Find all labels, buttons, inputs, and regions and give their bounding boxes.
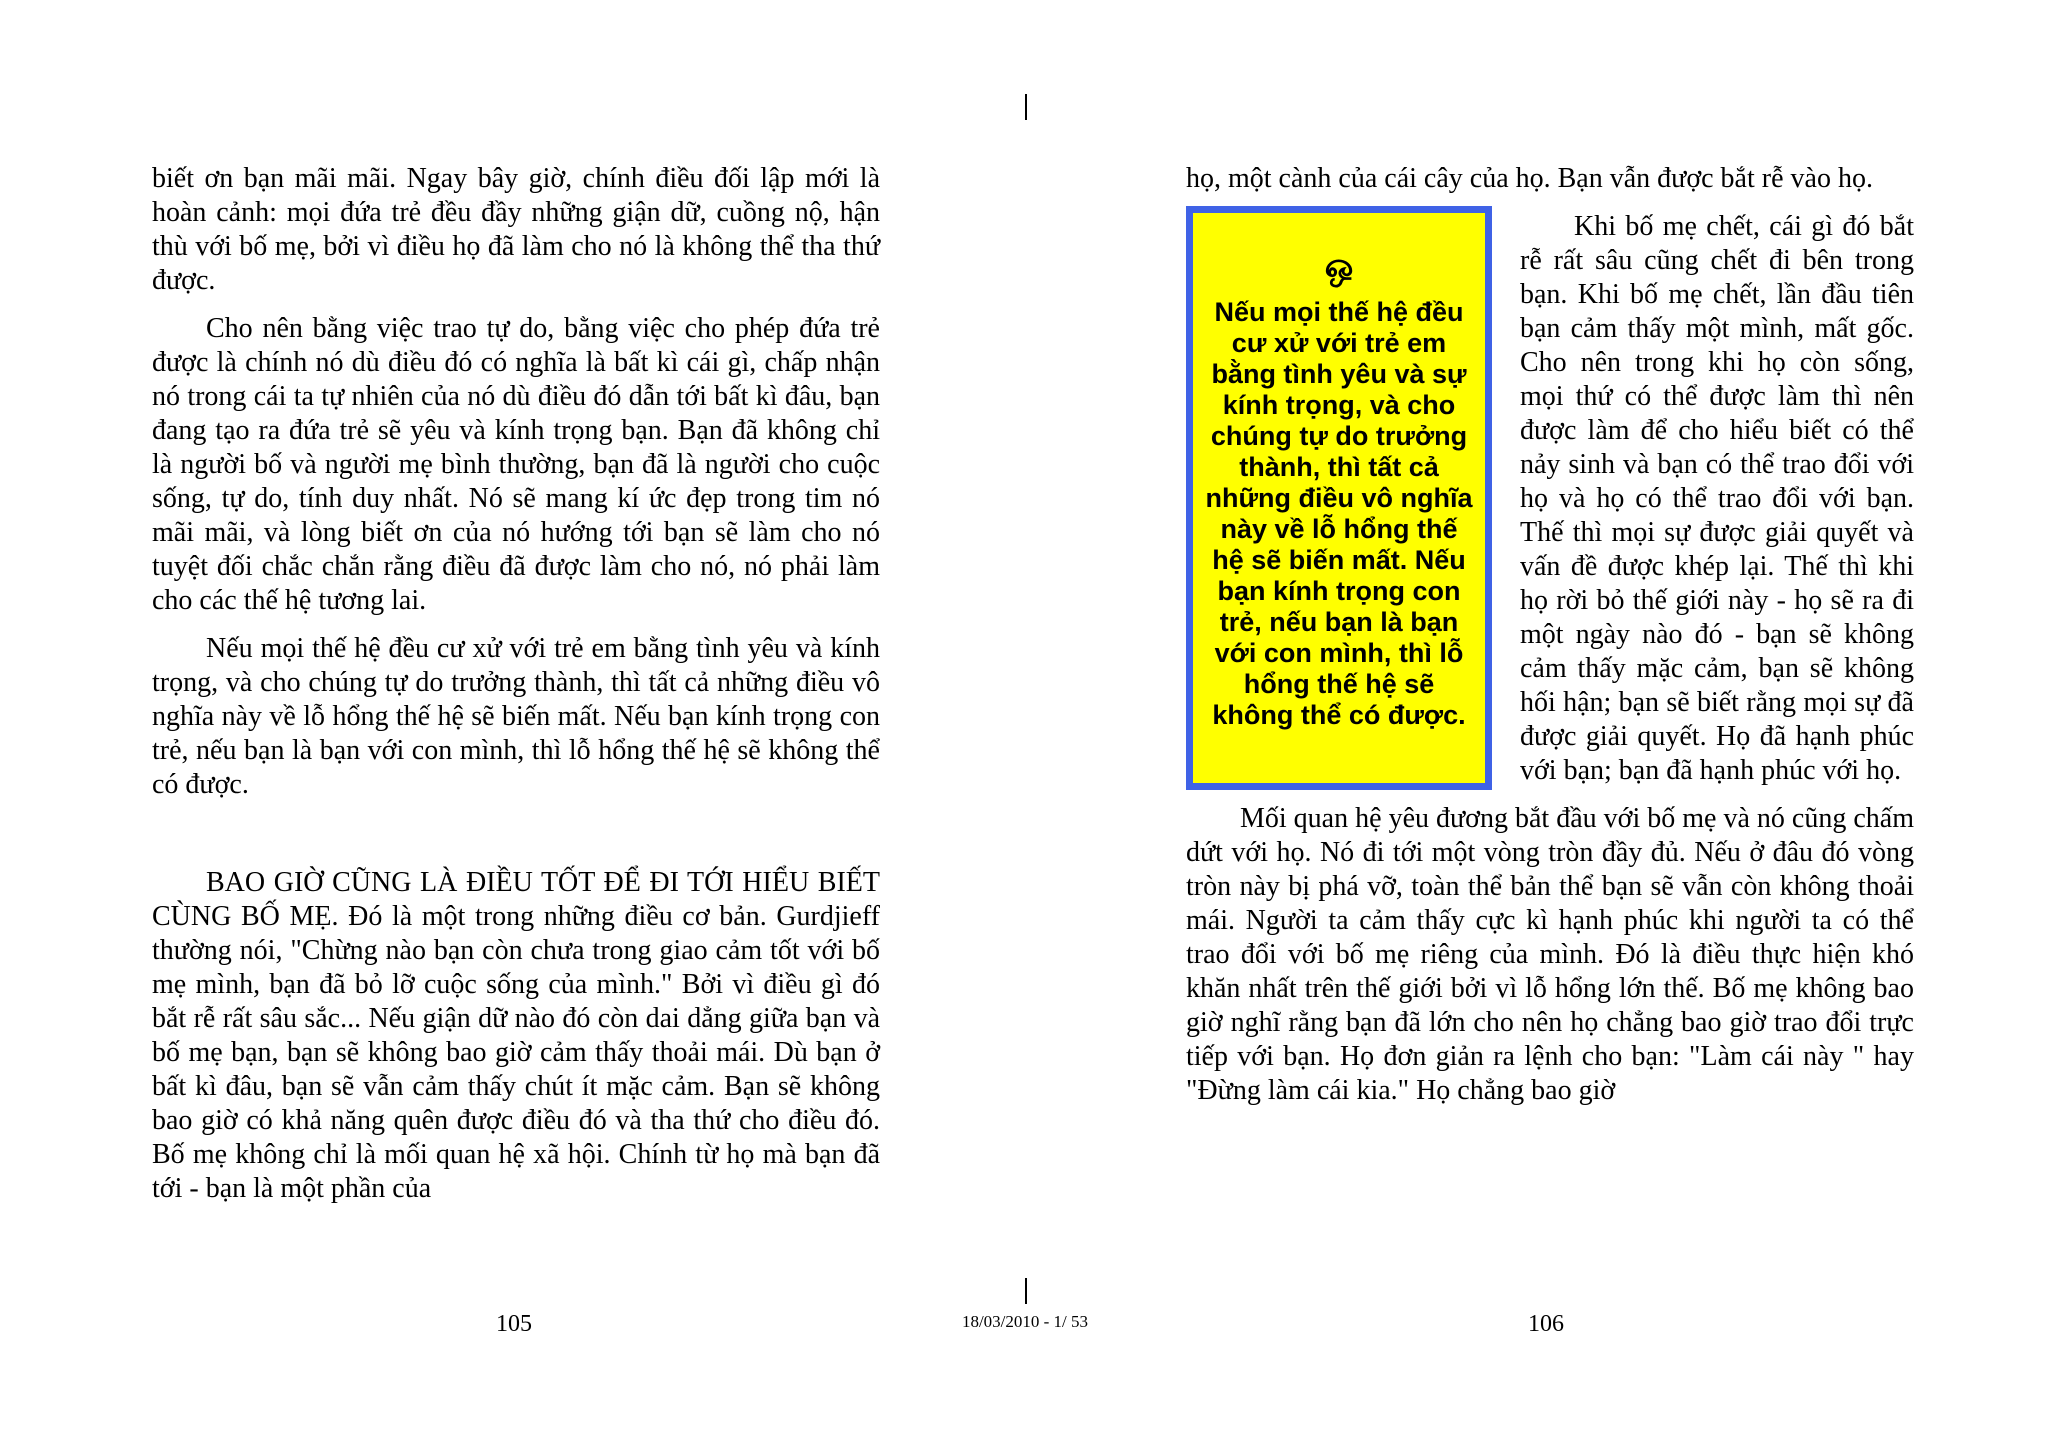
left-page-number: 105 xyxy=(496,1311,532,1337)
pull-quote-text: Nếu mọi thế hệ đều cư xử với trẻ em bằng tình yêu và sự kính trọng, và cho chúng tự do trưởng thành, thì tất cả những điều vô nghĩa này về lỗ hổng thế hệ sẽ biến mất. Nếu bạn kính trọng con trẻ, nếu bạn là bạn với con mình, thì lỗ hổng thế hệ sẽ không thể có được. xyxy=(1205,297,1473,730)
right-paragraph-1: họ, một cành của cái cây của họ. Bạn vẫn được bắt rễ vào họ. xyxy=(1186,163,1873,194)
right-paragraph-3: Mối quan hệ yêu đương bắt đầu với bố mẹ và nó cũng chấm dứt với họ. Nó đi tới một vòng tròn đầy đủ. Nếu ở đâu đó vòng tròn này bị phá vỡ, toàn thể bản thể bạn sẽ vẫn còn không thoải mái. Người ta cảm thấy cực kì hạnh phúc khi người ta có thể trao đổi với bố mẹ riêng của mình. Đó là điều thực hiện khó khăn nhất trên thế giới bởi vì lỗ hổng lớn thế. Bố mẹ không bao giờ nghĩ rằng bạn đã lớn cho nên họ chẳng bao giờ trao đổi trực tiếp với bạn. Họ đơn giản ra lệnh cho bạn: "Làm cái này " hay "Đừng làm cái kia." Họ chẳng bao giờ xyxy=(1186,803,1914,1106)
left-page-text xyxy=(152,162,880,1206)
left-paragraph-2: Cho nên bằng việc trao tự do, bằng việc cho phép đứa trẻ được là chính nó dù điều đó có nghĩa là bất kì cái gì, chấp nhận nó trong cái ta tự nhiên của nó dù điều đó dẫn tới bất kì đâu, bạn đang tạo ra đứa trẻ sẽ yêu và kính trọng bạn. Bạn đã không chỉ là người bố và người mẹ bình thường, bạn đã là người cho cuộc sống, tự do, tính duy nhất. Nó sẽ mang kí ức đẹp trong tim nó mãi mãi, và lòng biết ơn của nó hướng tới bạn sẽ làm cho nó tuyệt đối chắc chắn rằng điều đã được làm cho nó, nó phải làm cho các thế hệ tương lai. xyxy=(152,313,880,616)
left-paragraph-4: BAO GIỜ CŨNG LÀ ĐIỀU TỐT ĐỂ ĐI TỚI HIỂU BIẾT CÙNG BỐ MẸ. Đó là một trong những điều cơ bản. Gurdjieff thường nói, "Chừng nào bạn còn chưa trong giao cảm tốt với bố mẹ mình, bạn đã bỏ lỡ cuộc sống của mình." Bởi vì điều gì đó bắt rễ rất sâu sắc... Nếu giận dữ nào đó còn dai dẳng giữa bạn và bố mẹ bạn, bạn sẽ không bao giờ cảm thấy thoải mái. Dù bạn ở bất kì đâu, bạn sẽ vẫn cảm thấy chút ít mặc cảm. Bạn sẽ không bao giờ có khả năng quên được điều đó và tha thứ cho điều đó. Bố mẹ không chỉ là mối quan hệ xã hội. Chính từ họ mà bạn đã tới - bạn là một phần của xyxy=(152,867,880,1204)
left-paragraph-3: Nếu mọi thế hệ đều cư xử với trẻ em bằng tình yêu và kính trọng, và cho chúng tự do trưởng thành, thì tất cả những điều vô nghĩa này về lỗ hổng thế hệ sẽ biến mất. Nếu bạn kính trọng con trẻ, nếu bạn là bạn với con mình, thì lỗ hổng thế hệ sẽ không thể có được. xyxy=(152,633,880,800)
right-page-number: 106 xyxy=(1528,1311,1564,1337)
bottom-center-mark xyxy=(1025,1278,1027,1304)
pull-quote-box xyxy=(1186,206,1492,790)
ornament-icon: ஒ xyxy=(1324,247,1354,285)
right-page-text xyxy=(1186,162,1914,1108)
top-center-mark xyxy=(1025,94,1027,120)
right-paragraph-2: Khi bố mẹ chết, cái gì đó bắt rễ rất sâu cũng chết đi bên trong bạn. Khi bố mẹ chết, lần đầu tiên bạn cảm thấy một mình, mất gốc. Cho nên trong khi họ còn sống, mọi thứ có thể được làm thì nên được làm để cho hiểu biết có thể nảy sinh và bạn có thể trao đổi với họ và họ có thể trao đổi với bạn. Thế thì mọi sự được giải quyết và vấn đề được khép lại. Thế thì khi họ rời bỏ thế giới này - họ sẽ ra đi một ngày nào đó - bạn sẽ không cảm thấy mặc cảm, bạn sẽ không hối hận; bạn sẽ biết rằng mọi sự đã được giải quyết. Họ đã hạnh phúc với bạn; bạn đã hạnh phúc với họ. xyxy=(1520,211,1914,786)
footer-date: 18/03/2010 - 1/ 53 xyxy=(961,1312,1089,1331)
left-paragraph-1: biết ơn bạn mãi mãi. Ngay bây giờ, chính điều đối lập mới là hoàn cảnh: mọi đứa trẻ đều đầy những giận dữ, cuồng nộ, hận thù với bố mẹ, bởi vì điều họ đã làm cho nó là không thể tha thứ được. xyxy=(152,163,880,296)
